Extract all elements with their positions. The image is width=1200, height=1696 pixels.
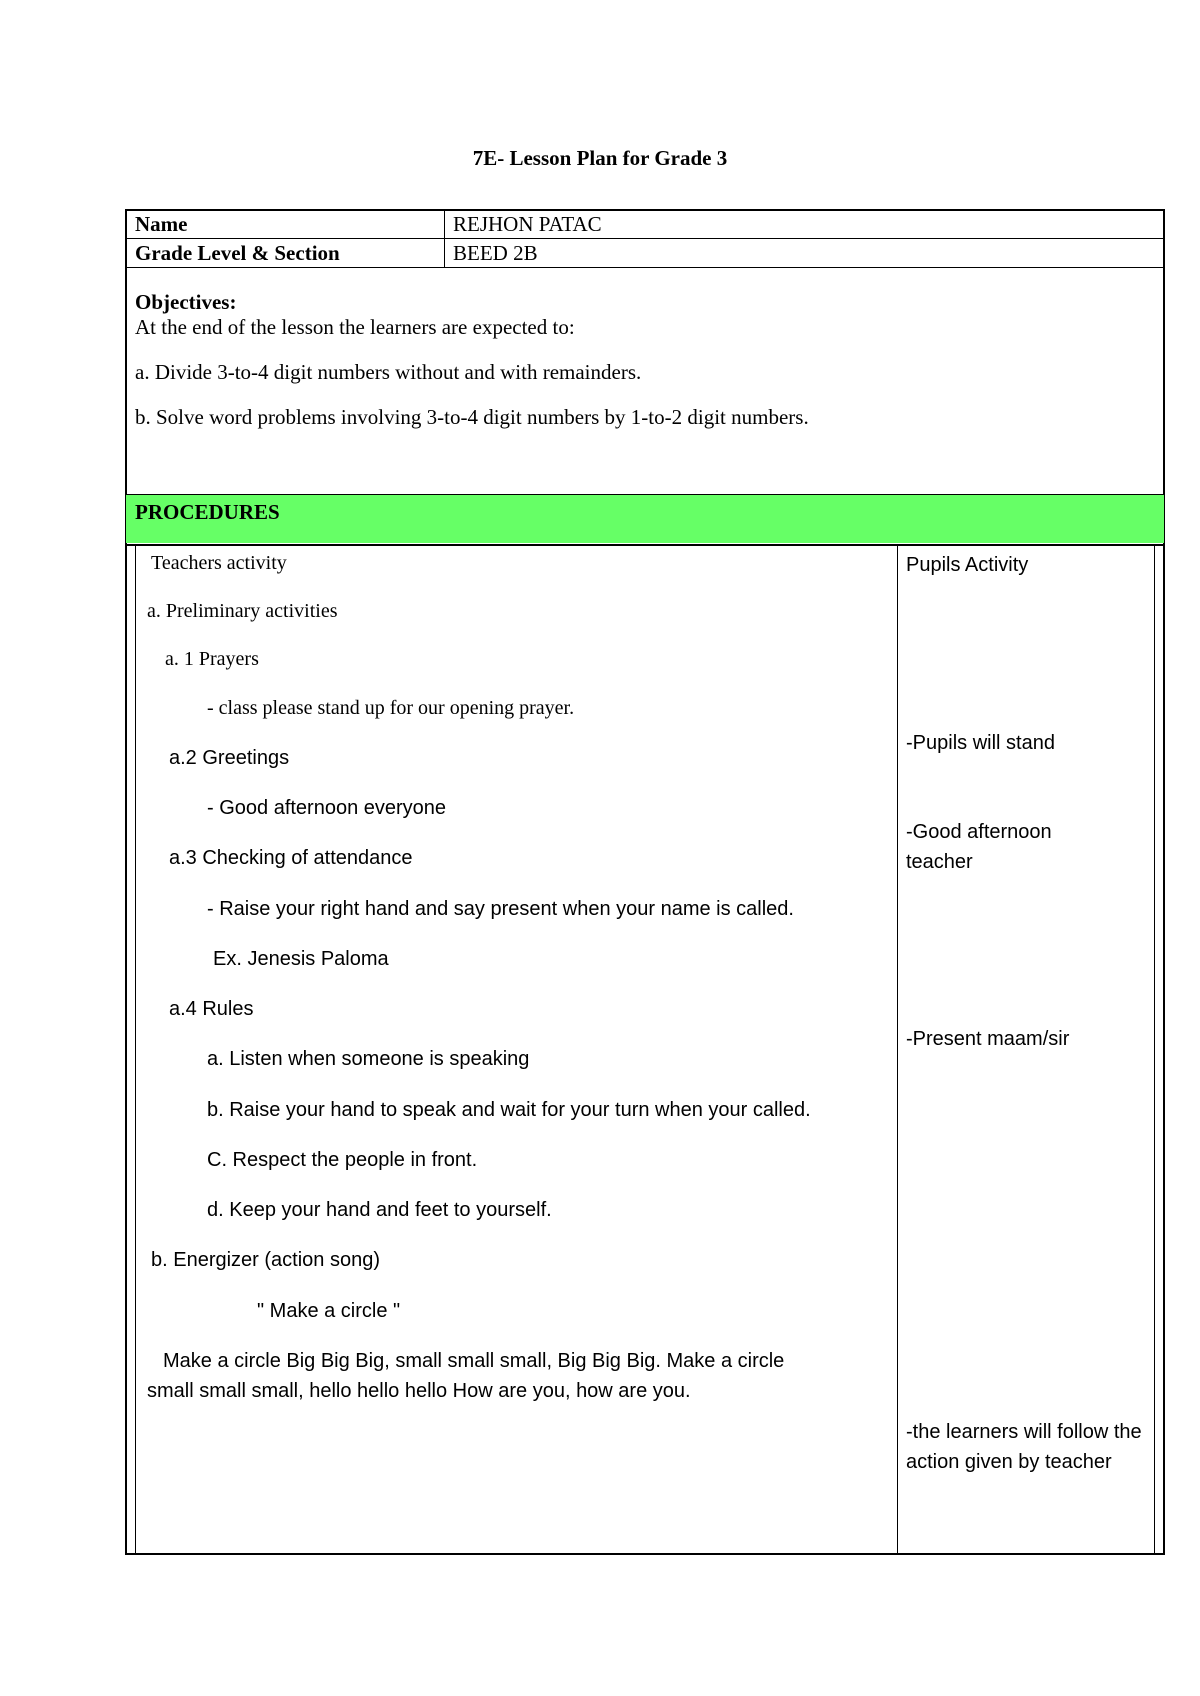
name-value: REJHON PATAC xyxy=(453,212,602,236)
row-divider xyxy=(125,544,1165,546)
teacher-line: a.4 Rules xyxy=(169,998,254,1020)
row-divider xyxy=(125,238,1165,239)
teacher-line: a. 1 Prayers xyxy=(165,648,259,670)
teacher-line: d. Keep your hand and feet to yourself. xyxy=(207,1199,552,1221)
procedures-heading: PROCEDURES xyxy=(135,500,280,524)
teacher-line: - Good afternoon everyone xyxy=(207,797,447,819)
inner-table-left-border xyxy=(135,546,136,1554)
teachers-activity-header: Teachers activity xyxy=(151,552,287,574)
inner-table-right-border xyxy=(1154,546,1155,1554)
name-label: Name xyxy=(135,212,188,236)
song-lyrics-line: Make a circle Big Big Big, small small small, Big Big Big. Make a circle xyxy=(163,1350,785,1372)
teacher-line: C. Respect the people in front. xyxy=(207,1149,478,1171)
teacher-line: a. Listen when someone is speaking xyxy=(207,1048,530,1070)
teacher-line: a. Preliminary activities xyxy=(147,600,338,622)
objective-item: a. Divide 3-to-4 digit numbers without and with remainders. xyxy=(135,360,642,384)
pupils-activity-header: Pupils Activity xyxy=(906,554,1029,576)
procedures-bar xyxy=(126,495,1164,543)
pupil-line: -Present maam/sir xyxy=(906,1028,1070,1050)
pupil-line: -Good afternoon teacher xyxy=(906,821,1052,873)
song-lyrics-line: small small small, hello hello hello How are you, how are you. xyxy=(147,1380,691,1402)
objectives-intro: At the end of the lesson the learners are expected to: xyxy=(135,315,575,339)
row-divider xyxy=(125,267,1165,268)
teacher-line: - class please stand up for our opening prayer. xyxy=(207,697,575,719)
grade-level-value: BEED 2B xyxy=(453,241,538,265)
teacher-line: a.3 Checking of attendance xyxy=(169,847,413,869)
objectives-heading: Objectives: xyxy=(135,290,237,314)
teacher-line: b. Raise your hand to speak and wait for your turn when your called. xyxy=(207,1099,811,1121)
column-divider xyxy=(897,546,898,1554)
teacher-line: b. Energizer (action song) xyxy=(151,1249,381,1271)
song-title: " Make a circle " xyxy=(257,1300,401,1322)
teacher-line: Ex. Jenesis Paloma xyxy=(213,948,389,970)
objective-item: b. Solve word problems involving 3-to-4 digit numbers by 1-to-2 digit numbers. xyxy=(135,405,809,429)
grade-level-label: Grade Level & Section xyxy=(135,241,340,265)
pupil-line: -Pupils will stand xyxy=(906,732,1055,754)
column-divider xyxy=(444,209,445,267)
teacher-line: - Raise your right hand and say present when your name is called. xyxy=(207,898,794,920)
teacher-line: a.2 Greetings xyxy=(169,747,290,769)
page-title: 7E- Lesson Plan for Grade 3 xyxy=(472,146,728,170)
pupil-line: -the learners will follow the action given by teacher xyxy=(906,1421,1142,1473)
